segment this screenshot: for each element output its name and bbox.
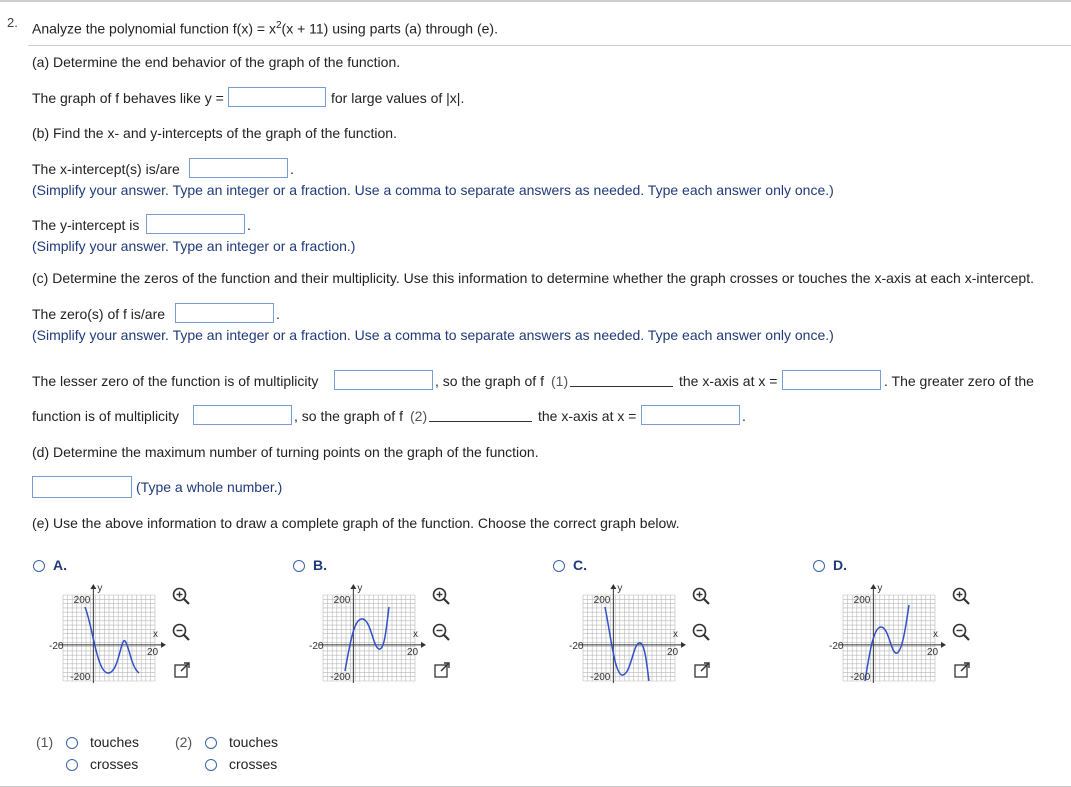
x-right-tick-label: 20: [407, 646, 419, 658]
dropdown-2-list-label: (2): [175, 734, 193, 750]
turning-points-input[interactable]: [32, 476, 132, 498]
x-intercept-input[interactable]: [189, 158, 288, 178]
x-right-tick-label: 20: [927, 646, 939, 658]
x-axis-arrow: [681, 642, 686, 648]
option-graph: [563, 577, 693, 689]
y-axis-arrow: [350, 584, 356, 589]
x-axis-label: x: [413, 628, 418, 640]
y-bottom-tick-label: -200: [70, 672, 91, 683]
part-d-heading: (d) Determine the maximum number of turning points on the graph of the function.: [32, 444, 539, 460]
dropdown-2-touches-radio[interactable]: [205, 737, 217, 749]
option-radio[interactable]: [293, 560, 305, 572]
option-label: A.: [53, 557, 67, 573]
y-axis-label: y: [97, 583, 103, 594]
zoom-out-icon[interactable]: [951, 622, 971, 642]
dropdown-1-marker: (1): [551, 373, 569, 389]
popout-icon[interactable]: [693, 661, 711, 679]
x-intercept-period: .: [290, 161, 294, 177]
dropdown-1-blank[interactable]: [570, 386, 673, 387]
popout-icon[interactable]: [173, 661, 191, 679]
zoom-in-icon[interactable]: [431, 586, 451, 606]
zoom-out-icon[interactable]: [691, 622, 711, 642]
axis-text-1: the x-axis at x =: [679, 373, 778, 389]
greater-zero-text: . The greater zero of the: [884, 373, 1034, 389]
option-radio[interactable]: [553, 560, 565, 572]
end-behavior-input[interactable]: [228, 87, 326, 107]
dropdown-1-touches[interactable]: touches: [90, 734, 140, 750]
end-behavior-suffix: for large values of |x|.: [331, 90, 465, 106]
y-axis-label: y: [357, 583, 363, 594]
turning-points-hint: (Type a whole number.): [136, 479, 283, 495]
y-bottom-tick-label: -200: [590, 672, 611, 683]
x-axis-arrow: [421, 642, 426, 648]
top-border: [0, 0, 1071, 2]
x-intercept-label: The x-intercept(s) is/are: [32, 161, 180, 177]
dropdown-2-crosses-radio[interactable]: [205, 759, 217, 771]
y-top-tick-label: 200: [853, 595, 871, 606]
option-label: B.: [313, 557, 327, 573]
option-radio[interactable]: [33, 560, 45, 572]
graph-option-c[interactable]: [553, 555, 783, 685]
part-b-heading: (b) Find the x- and y-intercepts of the graph of the function.: [32, 125, 397, 141]
function-multiplicity-label: function is of multiplicity: [32, 408, 180, 424]
x-left-tick-label: -20: [49, 640, 64, 652]
popout-icon[interactable]: [433, 661, 451, 679]
option-graph: [303, 577, 433, 689]
y-axis-arrow: [610, 584, 616, 589]
y-axis-arrow: [870, 584, 876, 589]
part-c-heading: (c) Determine the zeros of the function and their multiplicity. Use this information to determine whether the graph crosses or touches the x-axis at each x-intercept.: [32, 270, 1034, 286]
zeros-label: The zero(s) of f is/are: [32, 306, 166, 322]
x-right-tick-label: 20: [667, 646, 679, 658]
x-left-tick-label: -20: [569, 640, 584, 652]
part-e-heading: (e) Use the above information to draw a complete graph of the function. Choose the correct graph below.: [32, 515, 680, 531]
zoom-out-icon[interactable]: [431, 622, 451, 642]
question-prompt: Analyze the polynomial function $f(x) = x^2(x + 11)$ using parts (a) through (e).: [32, 20, 498, 37]
zoom-in-icon[interactable]: [951, 586, 971, 606]
question-number: 2.: [7, 15, 18, 30]
graph-option-d[interactable]: [813, 555, 1043, 685]
y-top-tick-label: 200: [593, 595, 611, 606]
lesser-zero-x-input[interactable]: [782, 370, 881, 390]
greater-zero-x-input[interactable]: [641, 405, 740, 425]
y-axis-label: y: [877, 583, 883, 594]
function-curve: [605, 607, 649, 681]
zoom-out-icon[interactable]: [171, 622, 191, 642]
option-graph: [823, 577, 953, 689]
x-axis-arrow: [941, 642, 946, 648]
zeros-input[interactable]: [175, 303, 274, 323]
divider: [28, 45, 1071, 46]
x-left-tick-label: -20: [829, 640, 844, 652]
dropdown-1-crosses[interactable]: crosses: [90, 756, 139, 772]
popout-icon[interactable]: [953, 661, 971, 679]
option-radio[interactable]: [813, 560, 825, 572]
option-label: D.: [833, 557, 847, 573]
graph-option-a[interactable]: [33, 555, 263, 685]
lesser-zero-label: The lesser zero of the function is of multiplicity: [32, 373, 319, 389]
y-bottom-tick-label: -200: [330, 672, 351, 683]
dropdown-1-crosses-radio[interactable]: [66, 759, 78, 771]
part-a-heading: (a) Determine the end behavior of the graph of the function.: [32, 54, 401, 70]
graph-option-b[interactable]: [293, 555, 523, 685]
x-axis-label: x: [933, 628, 938, 640]
y-top-tick-label: 200: [73, 595, 91, 606]
x-axis-label: x: [153, 628, 158, 640]
zoom-in-icon[interactable]: [171, 586, 191, 606]
end-behavior-label: The graph of f behaves like y =: [32, 90, 224, 106]
y-intercept-input[interactable]: [146, 214, 245, 234]
dropdown-2-marker: (2): [410, 408, 428, 424]
period-2: .: [742, 408, 746, 424]
dropdown-2-blank[interactable]: [429, 421, 532, 422]
dropdown-1-touches-radio[interactable]: [66, 737, 78, 749]
so-graph-text-2: , so the graph of f: [294, 408, 403, 424]
y-bottom-tick-label: -200: [850, 672, 871, 683]
lesser-multiplicity-input[interactable]: [334, 370, 433, 390]
y-axis-label: y: [617, 583, 623, 594]
y-intercept-label: The y-intercept is: [32, 217, 140, 233]
option-label: C.: [573, 557, 587, 573]
dropdown-2-touches[interactable]: touches: [229, 734, 279, 750]
option-graph: [43, 577, 173, 689]
zoom-in-icon[interactable]: [691, 586, 711, 606]
x-axis-arrow: [161, 642, 166, 648]
so-graph-text-1: , so the graph of f: [435, 373, 544, 389]
y-top-tick-label: 200: [333, 595, 351, 606]
x-intercept-hint: (Simplify your answer. Type an integer or a fraction. Use a comma to separate answers as needed. Type each answer only once.): [32, 182, 834, 198]
dropdown-2-crosses[interactable]: crosses: [229, 756, 278, 772]
y-axis-arrow: [90, 584, 96, 589]
dropdown-1-list-label: (1): [36, 734, 54, 750]
y-intercept-period: .: [247, 217, 251, 233]
y-intercept-hint: (Simplify your answer. Type an integer or a fraction.): [32, 238, 356, 254]
x-right-tick-label: 20: [147, 646, 159, 658]
axis-text-2: the x-axis at x =: [538, 408, 637, 424]
zeros-period: .: [276, 306, 280, 322]
zeros-hint: (Simplify your answer. Type an integer or a fraction. Use a comma to separate answers as needed. Type each answer only once.): [32, 327, 834, 343]
x-left-tick-label: -20: [309, 640, 324, 652]
x-axis-label: x: [673, 628, 678, 640]
greater-multiplicity-input[interactable]: [193, 405, 292, 425]
